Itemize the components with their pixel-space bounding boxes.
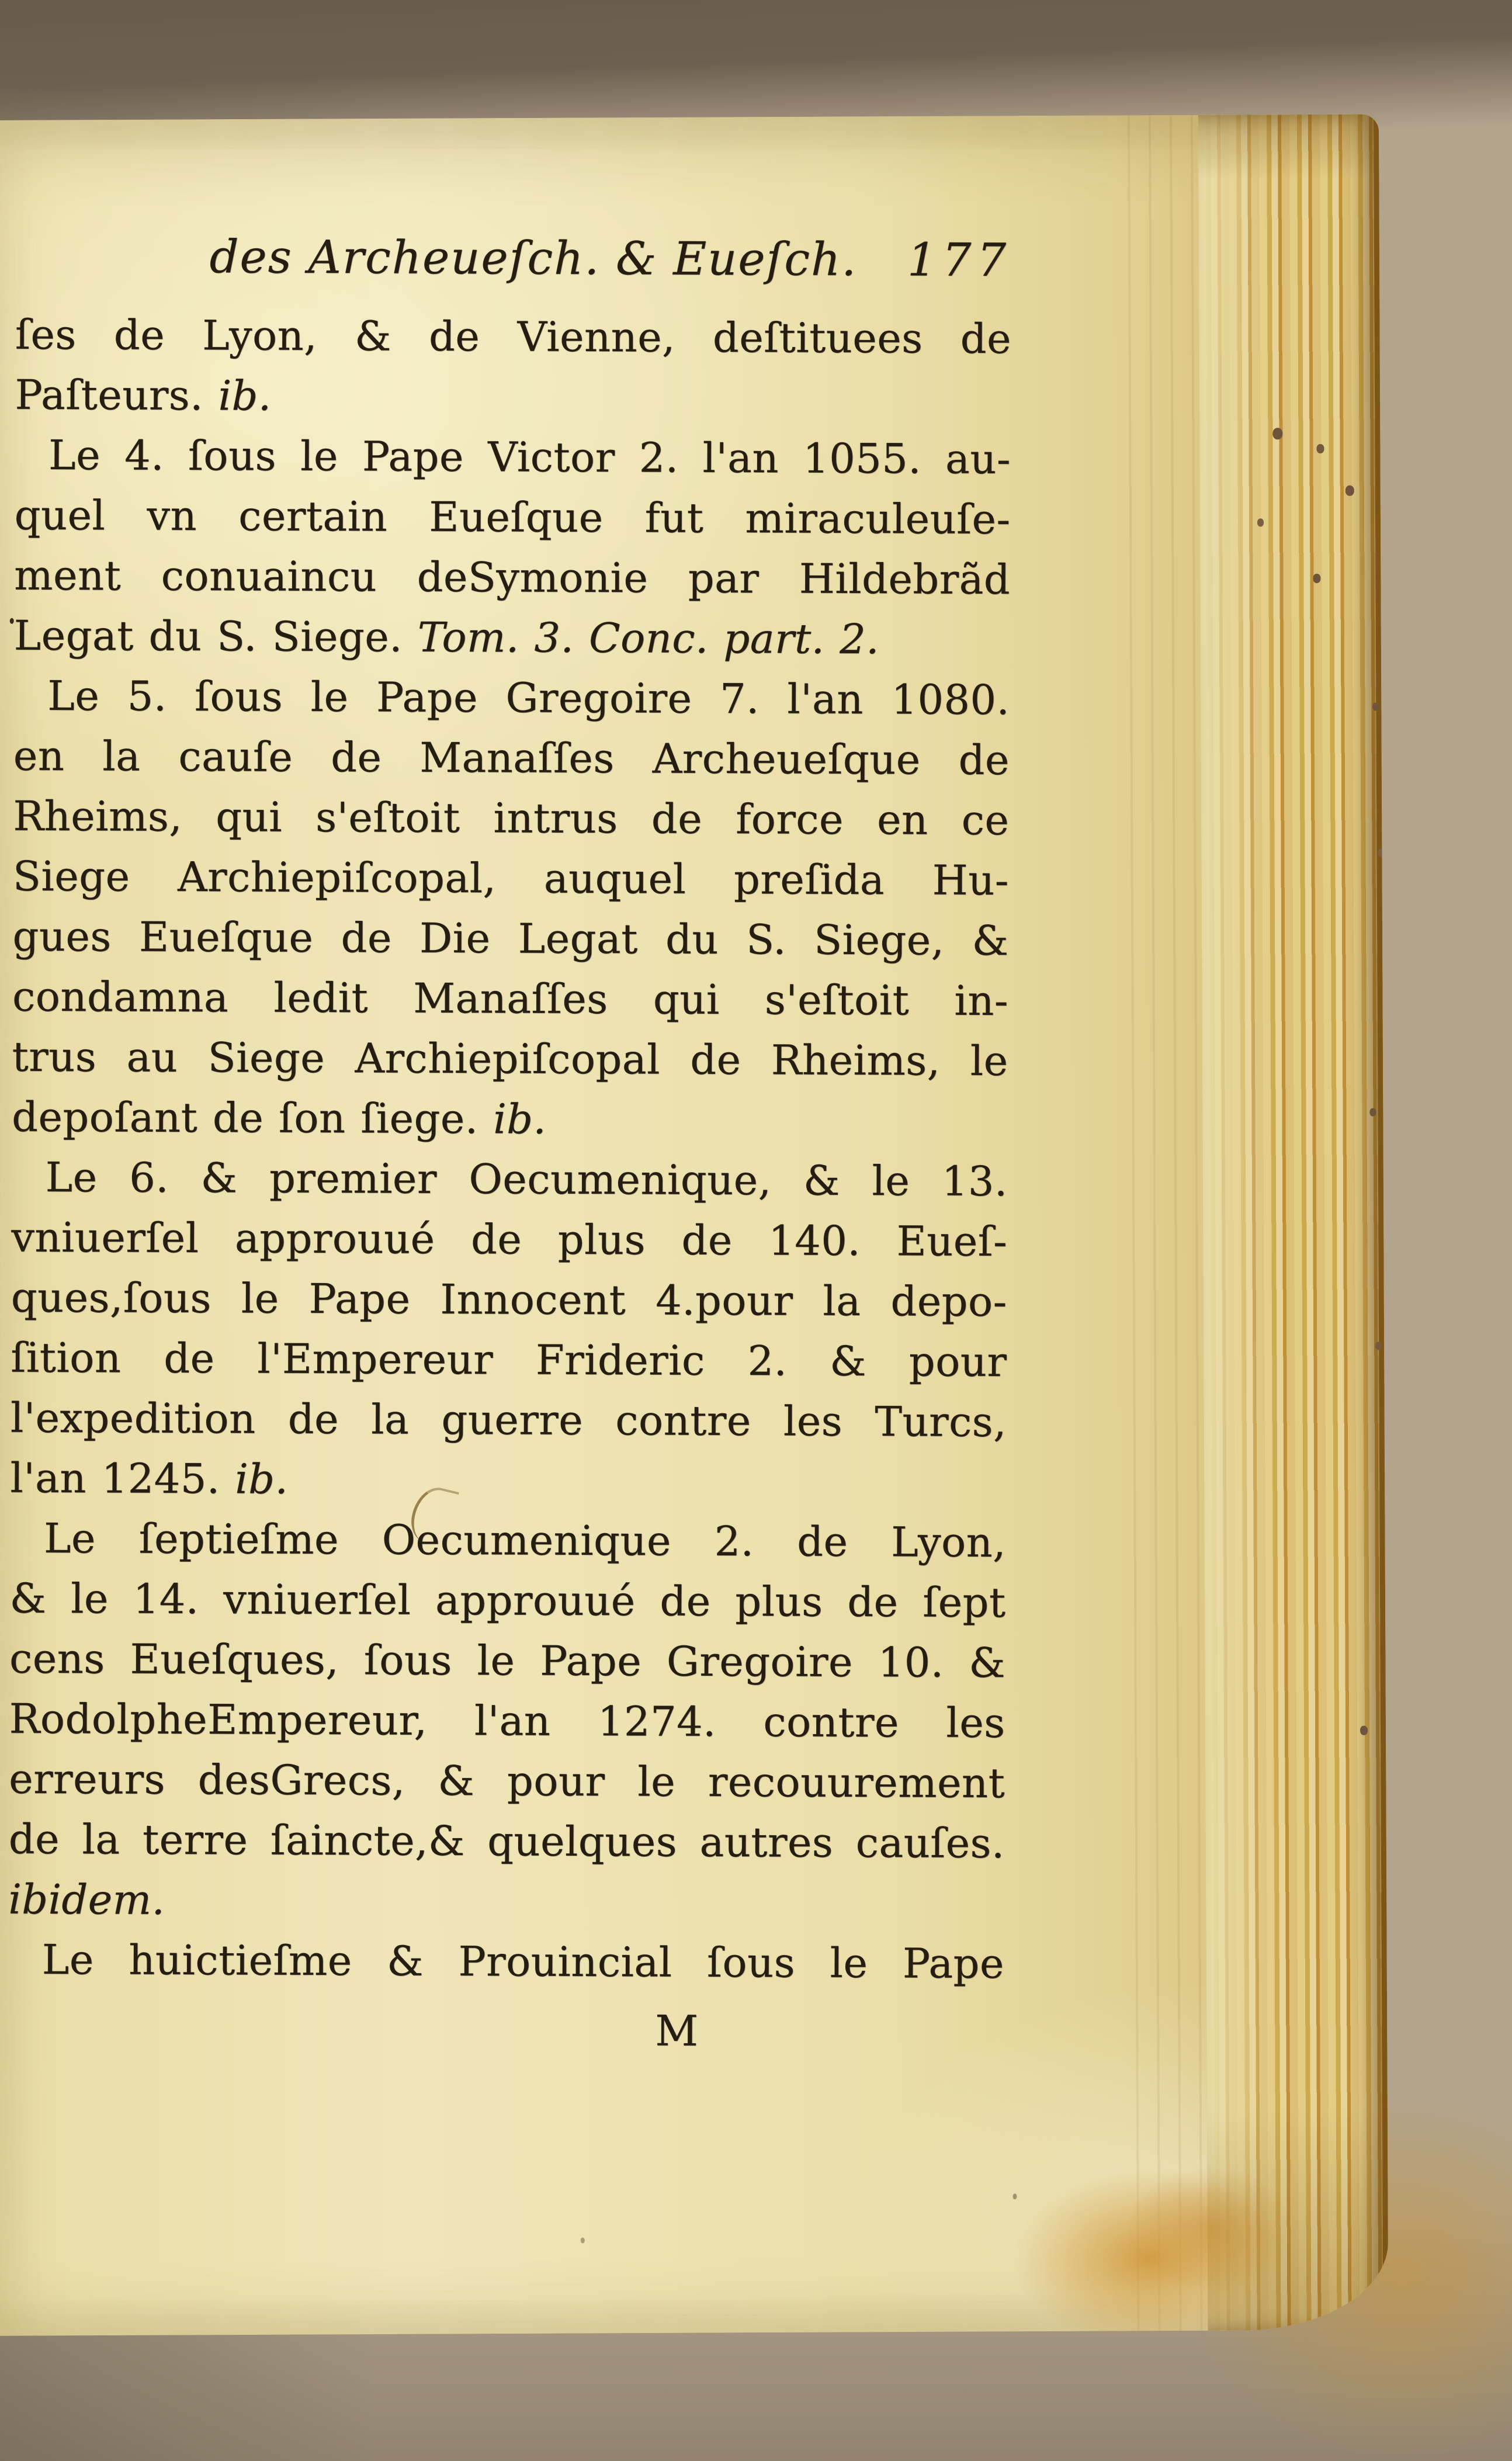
text-line: condamna ledit Manaſſes qui s'eſtoit in- [12,972,1009,1025]
text-line: Siege Archiepiſcopal, auquel preſida Hu- [12,852,1010,905]
text-line: Le ſeptieſme Oecumenique 2. de Lyon, [43,1514,1007,1567]
page-text-block [8,230,1012,2063]
text-line: cens Eueſques, ſous le Pape Gregoire 10. & [9,1634,1006,1687]
text-line: Le 4. ſous le Pape Victor 2. l'an 1055. au- [48,431,1011,484]
text-line: ſition de l'Empereur Frideric 2. & pour [11,1333,1007,1387]
text-line: l'expedition de la guerre contre les Turcs, [10,1394,1007,1447]
running-header-title: des Archeueſch. & Eueſch. [209,231,858,286]
page-number: 177 [907,234,1012,287]
text-line: gues Eueſque de Die Legat du S. Siege, & [12,912,1009,965]
text-line: de la terre ſaincte,& quelques autres cauſes. [8,1815,1005,1868]
text-line: Le huictieſme & Prouincial ſous le Pape [41,1935,1005,1988]
text-line: ibidem. [8,1875,165,1924]
text-line: Paſteurs. ib. [15,370,272,420]
text-line: l'an 1245. ib. [10,1454,289,1503]
text-line: vniuerſel approuué de plus de 140. Eueſ- [11,1213,1008,1266]
text-line: Rheims, qui s'eſtoit intrus de force en ce [13,792,1010,845]
text-line: quel vn certain Eueſque fut miraculeuſe- [14,491,1011,544]
text-line: erreurs desGrecs, & pour le recouurement [9,1755,1005,1808]
text-line: RodolpheEmpereur, l'an 1274. contre les [9,1694,1005,1748]
text-line: & le 14. vniuerſel approuué de plus de ſept [9,1574,1006,1627]
text-line: Legat du S. Siege. Tom. 3. Conc. part. 2. [13,611,880,664]
book-fore-edge [1198,115,1389,2331]
page-text [8,305,1012,1994]
text-line: ment conuaincu deSymonie par Hildebrãd [14,551,1011,604]
text-line: trus au Siege Archiepiſcopal de Rheims, le [12,1032,1008,1086]
text-line: depoſant de ſon ſiege. ib. [12,1093,547,1143]
signature-mark: M [655,2006,699,2056]
text-line: en la cauſe de Manaſſes Archeueſque de [13,732,1010,785]
text-line: Le 5. ſous le Pape Gregoire 7. l'an 1080. [47,671,1010,725]
signature-row [8,1998,1004,2063]
text-line: Le 6. & premier Oecumenique, & le 13. [45,1153,1008,1206]
book-page [0,115,1389,2336]
text-line: ſes de Lyon, & de Vienne, deſtituees de [15,310,1012,363]
corner-stain [996,2149,1301,2336]
running-header [15,230,1012,309]
text-line: ques,ſous le Pape Innocent 4.pour la depo- [11,1273,1008,1326]
